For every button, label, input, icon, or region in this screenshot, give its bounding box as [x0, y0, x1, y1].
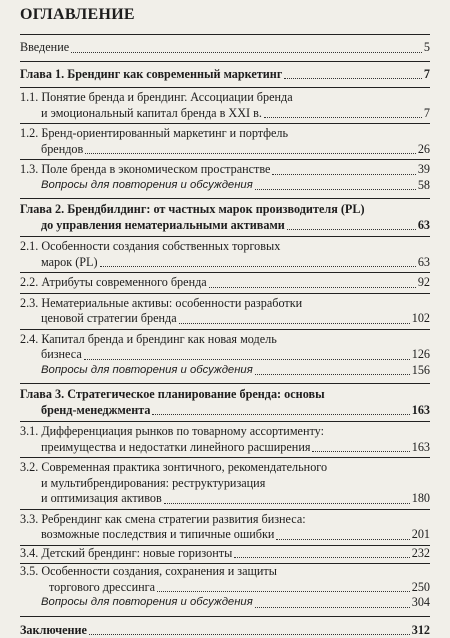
page-number: 304 — [412, 595, 430, 611]
toc-entry-section-2-2[interactable]: 2.2. Атрибуты современного бренда 92 — [20, 275, 430, 291]
page-number: 58 — [418, 178, 430, 194]
toc-entry-section-1-3[interactable]: 1.3. Поле бренда в экономическом пространстве 39 — [20, 162, 430, 178]
toc-entry-section-1-1[interactable]: 1.1. Понятие бренда и брендинг. Ассоциации бренда и эмоциональный капитал бренда в XXI в. 7 — [20, 90, 430, 121]
page-number: 63 — [418, 255, 430, 271]
page-number: 126 — [412, 347, 430, 363]
toc-entry-section-3-3[interactable]: 3.3. Ребрендинг как смена стратегии развития бизнеса: возможные последствия и типичные ошибки 201 — [20, 512, 430, 543]
toc-entry-chapter-1[interactable]: Глава 1. Брендинг как современный маркетинг 7 — [20, 67, 430, 83]
toc-entry-section-3-1[interactable]: 3.1. Дифференциация рынков по товарному ассортименту: преимущества и недостатки линейного расширения 163 — [20, 424, 430, 455]
page-number: 5 — [424, 40, 430, 56]
toc-heading: ОГЛАВЛЕНИЕ — [20, 6, 430, 26]
page-number: 26 — [418, 142, 430, 158]
page-number: 39 — [418, 162, 430, 178]
page-number: 63 — [418, 218, 430, 234]
page-number: 201 — [412, 527, 430, 543]
page-number: 102 — [412, 311, 430, 327]
toc-entry-conclusion[interactable]: Заключение 312 — [20, 623, 430, 638]
toc-entry-questions-1[interactable]: Вопросы для повторения и обсуждения 58 — [20, 178, 430, 194]
page-number: 156 — [412, 363, 430, 379]
page-number: 180 — [412, 491, 430, 507]
toc-entry-section-2-3[interactable]: 2.3. Нематериальные активы: особенности разработки ценовой стратегии бренда 102 — [20, 296, 430, 327]
page-number: 312 — [412, 623, 430, 638]
toc-entry-questions-2[interactable]: Вопросы для повторения и обсуждения 156 — [20, 363, 430, 379]
page-number: 250 — [412, 580, 430, 596]
toc-entry-section-3-2[interactable]: 3.2. Современная практика зонтичного, рекомендательного и мультибрендирования: реструктуризация и оптимизация активов 180 — [20, 460, 430, 507]
table-of-contents — [20, 6, 430, 638]
toc-entry-section-2-4[interactable]: 2.4. Капитал бренда и брендинг как новая модель бизнеса 126 — [20, 332, 430, 363]
toc-entry-questions-3[interactable]: Вопросы для повторения и обсуждения 304 — [20, 595, 430, 611]
toc-entry-introduction[interactable]: Введение 5 — [20, 40, 430, 56]
page-number: 7 — [424, 106, 430, 122]
page-number: 232 — [412, 546, 430, 562]
page-number: 163 — [412, 440, 430, 456]
page-number: 163 — [412, 403, 430, 419]
page-number: 92 — [418, 275, 430, 291]
toc-entry-chapter-3[interactable]: Глава 3. Стратегическое планирование бренда: основы бренд-менеджмента 163 — [20, 387, 430, 418]
toc-entry-section-1-2[interactable]: 1.2. Бренд-ориентированный маркетинг и портфель брендов 26 — [20, 126, 430, 157]
toc-entry-chapter-2[interactable]: Глава 2. Брендбилдинг: от частных марок производителя (PL) до управления нематериальными активами 63 — [20, 202, 430, 233]
toc-entry-section-2-1[interactable]: 2.1. Особенности создания собственных торговых марок (PL) 63 — [20, 239, 430, 270]
toc-entry-section-3-4[interactable]: 3.4. Детский брендинг: новые горизонты 232 — [20, 546, 430, 562]
toc-entry-section-3-5[interactable]: 3.5. Особенности создания, сохранения и защиты торгового дрессинга 250 — [20, 564, 430, 595]
page-number: 7 — [424, 67, 430, 83]
